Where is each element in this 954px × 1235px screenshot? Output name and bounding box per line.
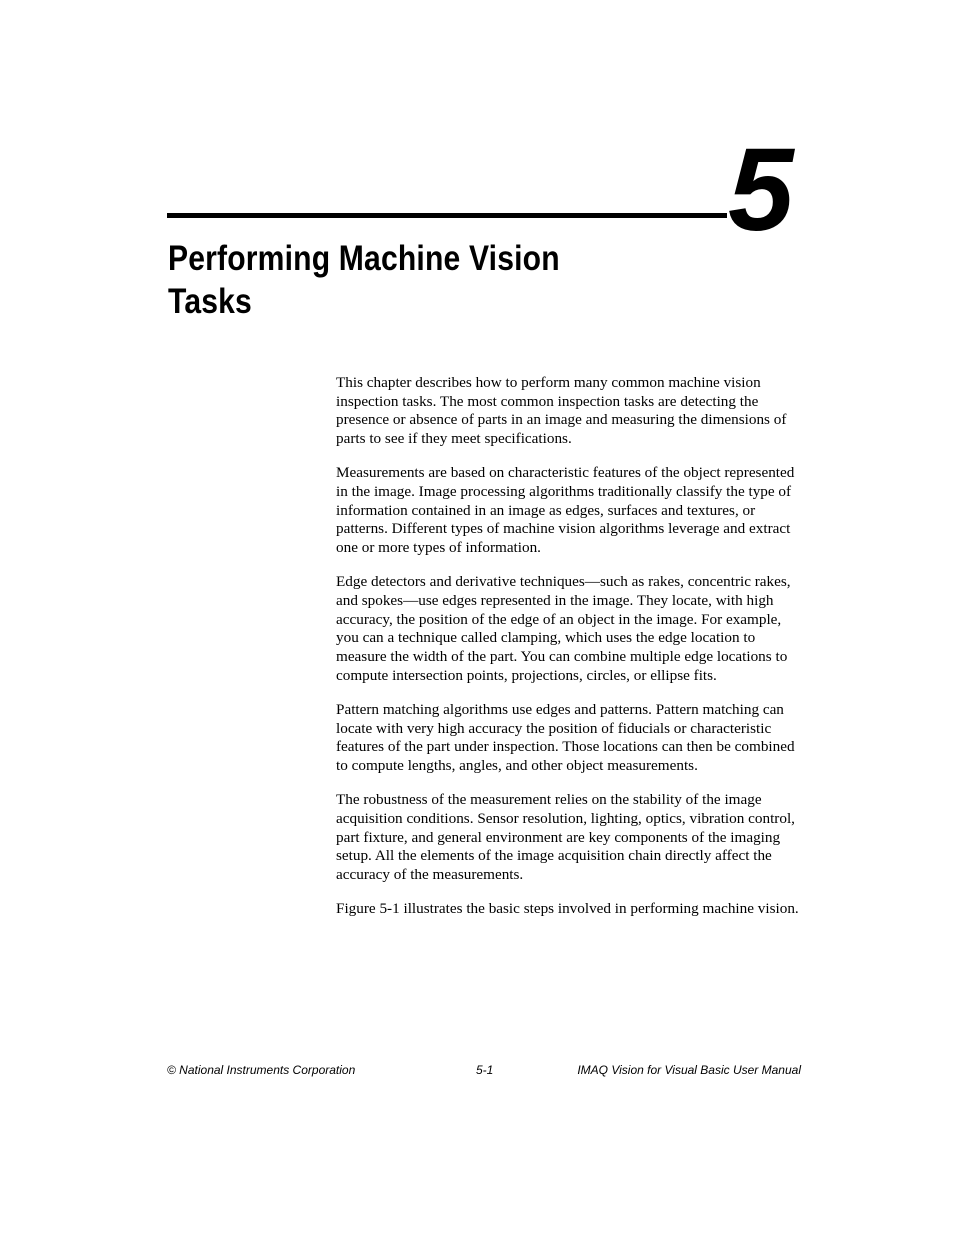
chapter-title xyxy=(168,237,572,323)
footer-page-number: 5-1 xyxy=(476,1063,494,1077)
paragraph-intro: This chapter describes how to perform many common machine vision inspection tasks. The most common inspection tasks are detecting the presence or absence of parts in an image and measuring the dimensions of parts to see if they meet specifications. xyxy=(336,374,787,448)
footer-manual-title: IMAQ Vision for Visual Basic User Manual xyxy=(577,1063,801,1077)
paragraph-figure-reference: Figure 5-1 illustrates the basic steps involved in performing machine vision. xyxy=(336,900,799,918)
paragraph-pattern-matching: Pattern matching algorithms use edges and patterns. Pattern matching can locate with very high accuracy the position of fiducials or characteristic features of the part under inspection. Those locations can then be combined to compute lengths, angles, and other object measurements. xyxy=(336,701,795,775)
page-footer xyxy=(167,1062,801,1078)
paragraph-measurements: Measurements are based on characteristic features of the object represented in the image. Image processing algorithms traditionally classify the type of information contained in an image as edges, surfaces and textures, or patterns. Different types of machine vision algorithms leverage and extract one or more types of information. xyxy=(336,464,795,557)
paragraph-robustness: The robustness of the measurement relies on the stability of the image acquisition conditions. Sensor resolution, lighting, optics, vibration control, part fixture, and general environment are key components of the imaging setup. All the elements of the image acquisition chain directly affect the accuracy of the measurements. xyxy=(336,791,795,884)
paragraph-edge-detectors: Edge detectors and derivative techniques—such as rakes, concentric rakes, and spokes—use edges represented in the image. They locate, with high accuracy, the position of the edge of an object in the image. For example, you can a technique called clamping, which uses the edge location to measure the width of the part. You can combine multiple edge locations to compute intersection points, projections, circles, or ellipse fits. xyxy=(336,573,791,684)
footer-copyright: © National Instruments Corporation xyxy=(167,1063,356,1077)
chapter-title-line-1: Performing Machine Vision xyxy=(168,239,560,278)
chapter-number: 5 xyxy=(728,124,792,256)
chapter-title-line-2: Tasks xyxy=(168,282,252,321)
chapter-rule xyxy=(167,213,727,218)
chapter-body xyxy=(336,374,800,935)
